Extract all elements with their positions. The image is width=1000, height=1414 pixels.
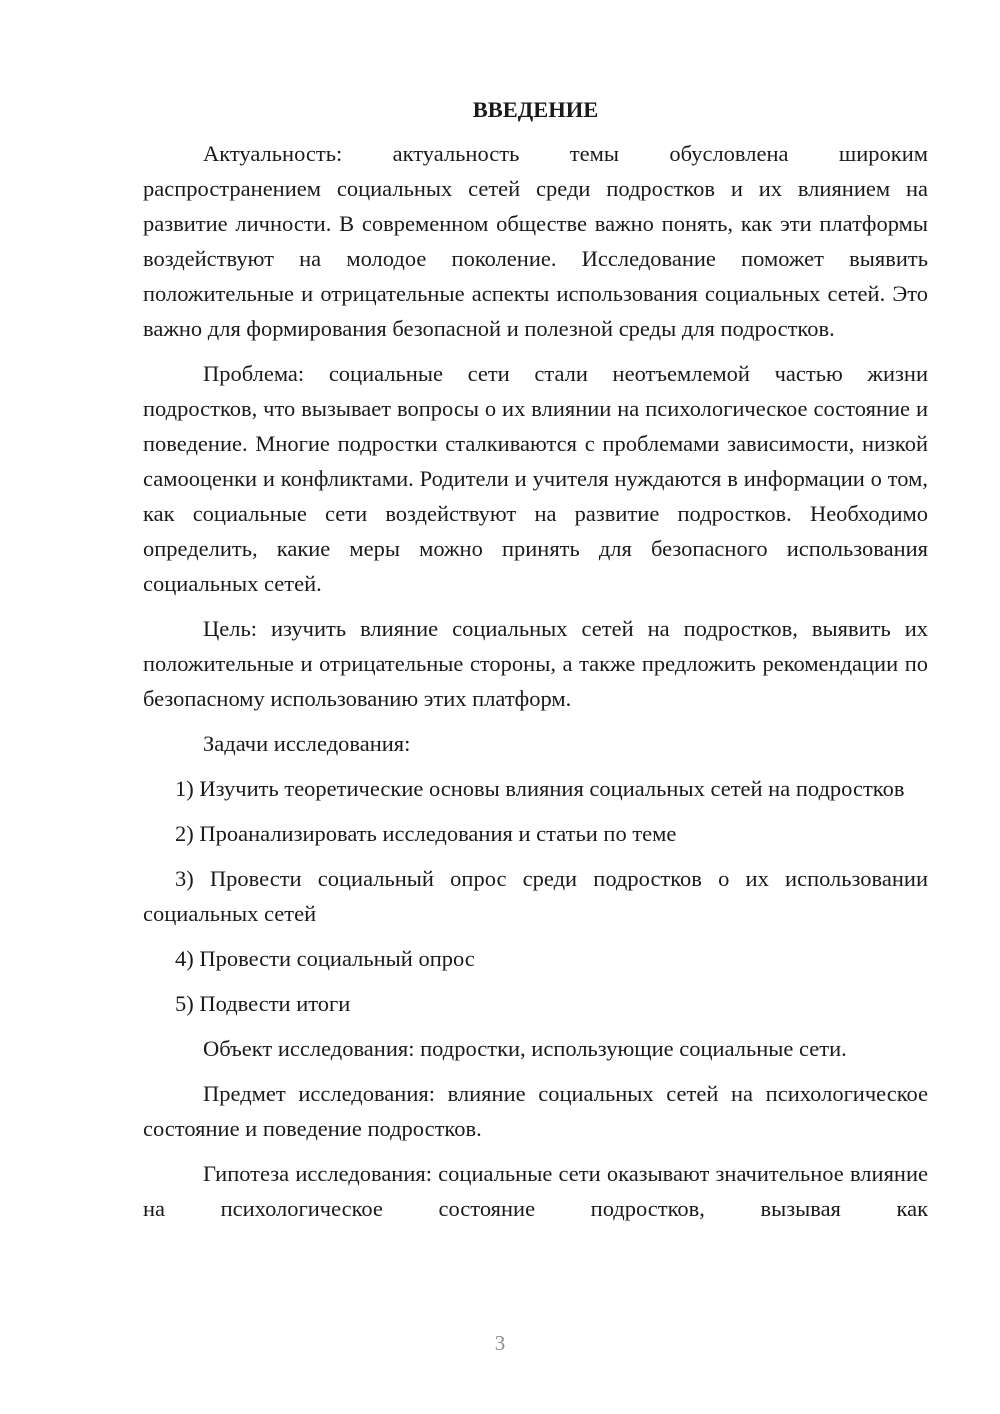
problem-paragraph: Проблема: социальные сети стали неотъемлемой частью жизни подростков, что вызывает вопросы о их влиянии на психологическое состояние и поведение. Многие подростки сталкиваются с проблемами зависимости, низкой самооценки и конфликтами. Родители и учителя нуждаются в информации о том, как социальные сети воздействуют на развитие подростков. Необходимо определить, какие меры можно принять для безопасного использования социальных сетей. <box>143 361 928 596</box>
task-item-4: 4) Провести социальный опрос <box>175 946 475 971</box>
object-paragraph: Объект исследования: подростки, использующие социальные сети. <box>203 1036 847 1061</box>
goal-paragraph: Цель: изучить влияние социальных сетей на подростков, выявить их положительные и отрицательные стороны, а также предложить рекомендации по безопасному использованию этих платформ. <box>143 616 928 711</box>
section-title: ВВЕДЕНИЕ <box>472 97 599 122</box>
task-item-5: 5) Подвести итоги <box>175 991 351 1016</box>
task-item-1: 1) Изучить теоретические основы влияния социальных сетей на подростков <box>175 776 905 801</box>
task-item-2: 2) Проанализировать исследования и статьи по теме <box>175 821 677 846</box>
hypothesis-paragraph: Гипотеза исследования: социальные сети оказывают значительное влияние на психологическое состояние подростков, вызывая как <box>143 1161 928 1221</box>
relevance-paragraph: Актуальность: актуальность темы обусловлена широким распространением социальных сетей среди подростков и их влиянием на развитие личности. В современном обществе важно понять, как эти платформы воздействуют на молодое поколение. Исследование поможет выявить положительные и отрицательные аспекты использования социальных сетей. Это важно для формирования безопасной и полезной среды для подростков. <box>143 141 928 341</box>
page-number: 3 <box>494 1331 506 1355</box>
task-item-3: 3) Провести социальный опрос среди подростков о их использовании социальных сетей <box>143 866 928 926</box>
page-content <box>143 92 928 1236</box>
tasks-heading: Задачи исследования: <box>203 731 411 756</box>
subject-paragraph: Предмет исследования: влияние социальных сетей на психологическое состояние и поведение подростков. <box>143 1081 928 1141</box>
